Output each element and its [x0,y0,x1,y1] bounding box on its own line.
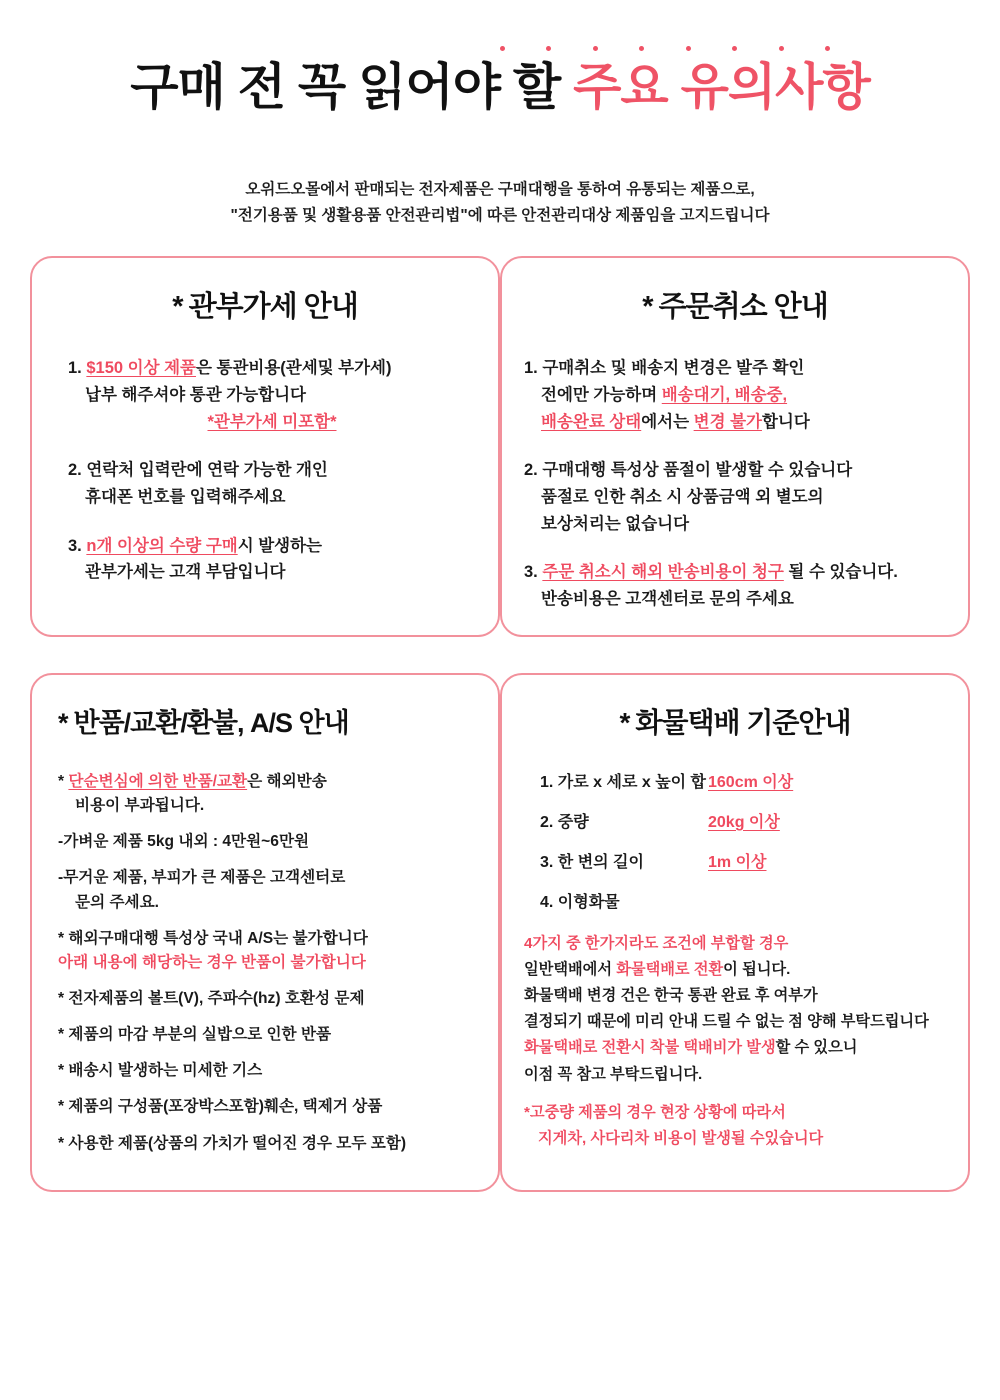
body-text: * 사용한 제품(상품의 가치가 떨어진 경우 모두 포함) [58,1134,407,1152]
highlight-text: 지게차, 사다리차 비용이 발생될 수있습니다 [538,1129,824,1147]
cards-row-top [30,256,970,637]
list-item-line [58,866,476,890]
cards-row-bottom [30,673,970,1192]
list-item-number: 2. [68,461,87,480]
highlight-text: *고중량 제품의 경우 현장 상황에 따라서 [524,1103,786,1121]
list-item-line [58,794,476,818]
body-text: 합니다 [761,412,810,431]
card-order-cancel [500,256,970,637]
list-item-line [68,382,476,409]
list-item-line [58,951,476,975]
body-text: -가벼운 제품 5kg 내외 : 4만원~6만원 [58,833,310,851]
intro-line-2: "전기용품 및 생활용품 안전관리법"에 따른 안전관리대상 제품임을 고지드립니다 [230,206,770,224]
body-text: 구매취소 및 배송지 변경은 발주 확인 [542,359,805,378]
card-title-text: 주문취소 안내 [658,291,828,324]
list-item [58,927,476,975]
body-text: * 전자제품의 볼트(V), 주파수(hz) 호환성 문제 [58,989,365,1007]
list-item-line [58,1132,476,1156]
list-item [68,457,476,510]
card-freight-title [524,701,946,741]
list-item [58,1059,476,1083]
body-text: 연락처 입력란에 연락 가능한 개인 [86,461,328,480]
card-returns-title [54,701,476,740]
list-item-line [58,927,476,951]
list-item [58,830,476,854]
page-header [0,0,1000,115]
highlight-text: 화물택배로 전환 [616,961,724,979]
list-item-line [524,457,946,484]
card-customs-tax-list [54,355,476,586]
highlight-text: 변경 불가 [693,412,762,431]
list-item [58,1095,476,1119]
body-text: -무거운 제품, 부피가 큰 제품은 고객센터로 [58,869,346,887]
card-order-cancel-title [524,284,946,325]
list-item-line [524,484,946,511]
list-item-number: 3. [524,563,543,582]
body-text: 이점 꼭 참고 부탁드립니다. [524,1065,703,1083]
list-item-line [68,409,476,436]
highlight-text: 단순변심에 의한 반품/교환 [68,772,248,790]
freight-criteria-value: 1m 이상 [708,853,767,871]
list-item-line [58,891,476,915]
freight-criteria-value: 160cm 이상 [708,773,794,791]
body-text: 문의 주세요. [75,893,159,911]
freight-criteria-label: 1. 가로 x 세로 x 높이 합 [540,773,707,791]
list-item-line [68,559,476,586]
list-item-line [68,484,476,511]
freight-criteria-list [524,771,946,915]
card-customs-tax [30,256,500,637]
body-text: 할 수 있으니 [775,1039,858,1057]
list-item-number: 2. [524,461,543,480]
body-text: * [58,772,69,790]
highlight-text: $150 이상 제품 [86,359,196,378]
highlight-text: *관부가세 미포함* [207,412,337,431]
list-item-line [68,355,476,382]
body-text: 전에만 가능하며 [541,385,662,404]
list-item-number: 1. [68,359,87,378]
paragraph-line [524,983,946,1009]
list-item-line [524,559,946,586]
list-item-line [68,533,476,560]
body-text: 결정되기 때문에 미리 안내 드릴 수 없는 점 양해 부탁드립니다 [524,1013,929,1031]
asterisk-icon: * [642,291,653,324]
body-text: 될 수 있습니다. [783,563,898,582]
body-text: 보상처리는 없습니다 [541,514,690,533]
list-item-number: 1. [524,359,543,378]
list-item [68,355,476,435]
paragraph-line [524,1062,946,1088]
paragraph-line [524,931,946,957]
list-item-line [58,1095,476,1119]
card-freight-shipping [500,673,970,1192]
freight-criteria-row [540,811,946,835]
list-item-line [68,457,476,484]
freight-criteria-label: 4. 이형화물 [540,893,620,911]
card-order-cancel-list [524,355,946,613]
list-item [524,355,946,435]
list-item [68,533,476,586]
body-text: 이 됩니다. [723,961,791,979]
body-text: * 제품의 마감 부분의 실밥으로 인한 반품 [58,1026,332,1044]
list-item [524,457,946,537]
paragraph-line [524,957,946,983]
highlight-text: 주문 취소시 해외 반송비용이 청구 [542,563,784,582]
body-text: * 배송시 발생하는 미세한 기스 [58,1062,263,1080]
page-title [0,60,1000,115]
list-item [58,866,476,914]
decorative-dots [500,46,830,56]
highlight-text: 화물택배로 전환시 착불 택배비가 발생 [524,1039,776,1057]
highlight-text: 4가지 중 한가지라도 조건에 부합할 경우 [524,934,789,952]
page-title-accent: 주요 유의사항 [573,59,870,115]
body-text: 일반택배에서 [524,961,617,979]
list-item [58,1023,476,1047]
highlight-text: 배송완료 상태 [541,412,642,431]
list-item-line [58,987,476,1011]
list-item-line [58,1023,476,1047]
freight-criteria-row [540,891,946,915]
list-item-line [58,770,476,794]
freight-criteria-row [540,771,946,795]
list-item-number: 3. [68,536,87,555]
card-title-text: 관부가세 안내 [188,291,358,324]
asterisk-icon: * [619,706,630,738]
asterisk-icon: * [58,707,68,738]
body-text: 관부가세는 고객 부담입니다 [85,563,286,582]
highlight-text: n개 이상의 수량 구매 [86,536,238,555]
list-item [58,1132,476,1156]
list-item-line [58,830,476,854]
body-text: 납부 해주셔야 통관 가능합니다 [85,385,306,404]
freight-paragraph [524,931,946,1088]
highlight-text: 배송대기, 배송중, [661,385,788,404]
freight-criteria-label: 3. 한 변의 길이 [540,853,644,871]
asterisk-icon: * [172,291,183,324]
body-text: * 제품의 구성품(포장박스포함)훼손, 택제거 상품 [58,1098,383,1116]
list-item [58,770,476,818]
body-text: 반송비용은 고객센터로 문의 주세요 [541,590,794,609]
body-text: 구매대행 특성상 품절이 발생할 수 있습니다 [542,461,853,480]
highlight-text: 아래 내용에 해당하는 경우 반품이 불가합니다 [58,953,366,971]
list-item-line [524,511,946,538]
card-title-text: 화물택배 기준안내 [635,706,851,738]
list-item-line [524,409,946,436]
body-text: 휴대폰 번호를 입력해주세요 [85,488,286,506]
list-item-line [524,382,946,409]
list-item-line [58,1059,476,1083]
body-text: 은 해외반송 [247,772,327,790]
intro-notice [0,177,1000,228]
body-text: 시 발생하는 [237,536,322,555]
page-title-plain: 구매 전 꼭 읽어야 할 [130,59,574,115]
paragraph-line [524,1035,946,1061]
body-text: 에서는 [641,412,694,431]
list-item [524,559,946,612]
card-returns-list [54,770,476,1156]
intro-line-1: 오위드오몰에서 판매되는 전자제품은 구매대행을 통하여 유통되는 제품으로, [245,181,755,198]
body-text: * 해외구매대행 특성상 국내 A/S는 불가합니다 [58,929,368,947]
list-item-line [524,586,946,613]
body-text: 화물택배 변경 건은 한국 통관 완료 후 여부가 [524,987,818,1005]
paragraph-line [524,1126,946,1152]
paragraph-line [524,1100,946,1126]
body-text: 품절로 인한 취소 시 상품금액 외 별도의 [541,488,824,506]
list-item [58,987,476,1011]
freight-criteria-label: 2. 중량 [540,813,589,831]
card-customs-tax-title [54,284,476,325]
paragraph-line [524,1009,946,1035]
freight-tail-note [524,1100,946,1152]
body-text: 은 통관비용(관세및 부가세) [196,359,392,378]
freight-criteria-value: 20kg 이상 [708,813,780,831]
freight-criteria-row [540,851,946,875]
card-title-text: 반품/교환/환불, A/S 안내 [73,707,349,738]
body-text: 비용이 부과됩니다. [75,797,205,815]
card-returns-exchange [30,673,500,1192]
list-item-line [524,355,946,382]
